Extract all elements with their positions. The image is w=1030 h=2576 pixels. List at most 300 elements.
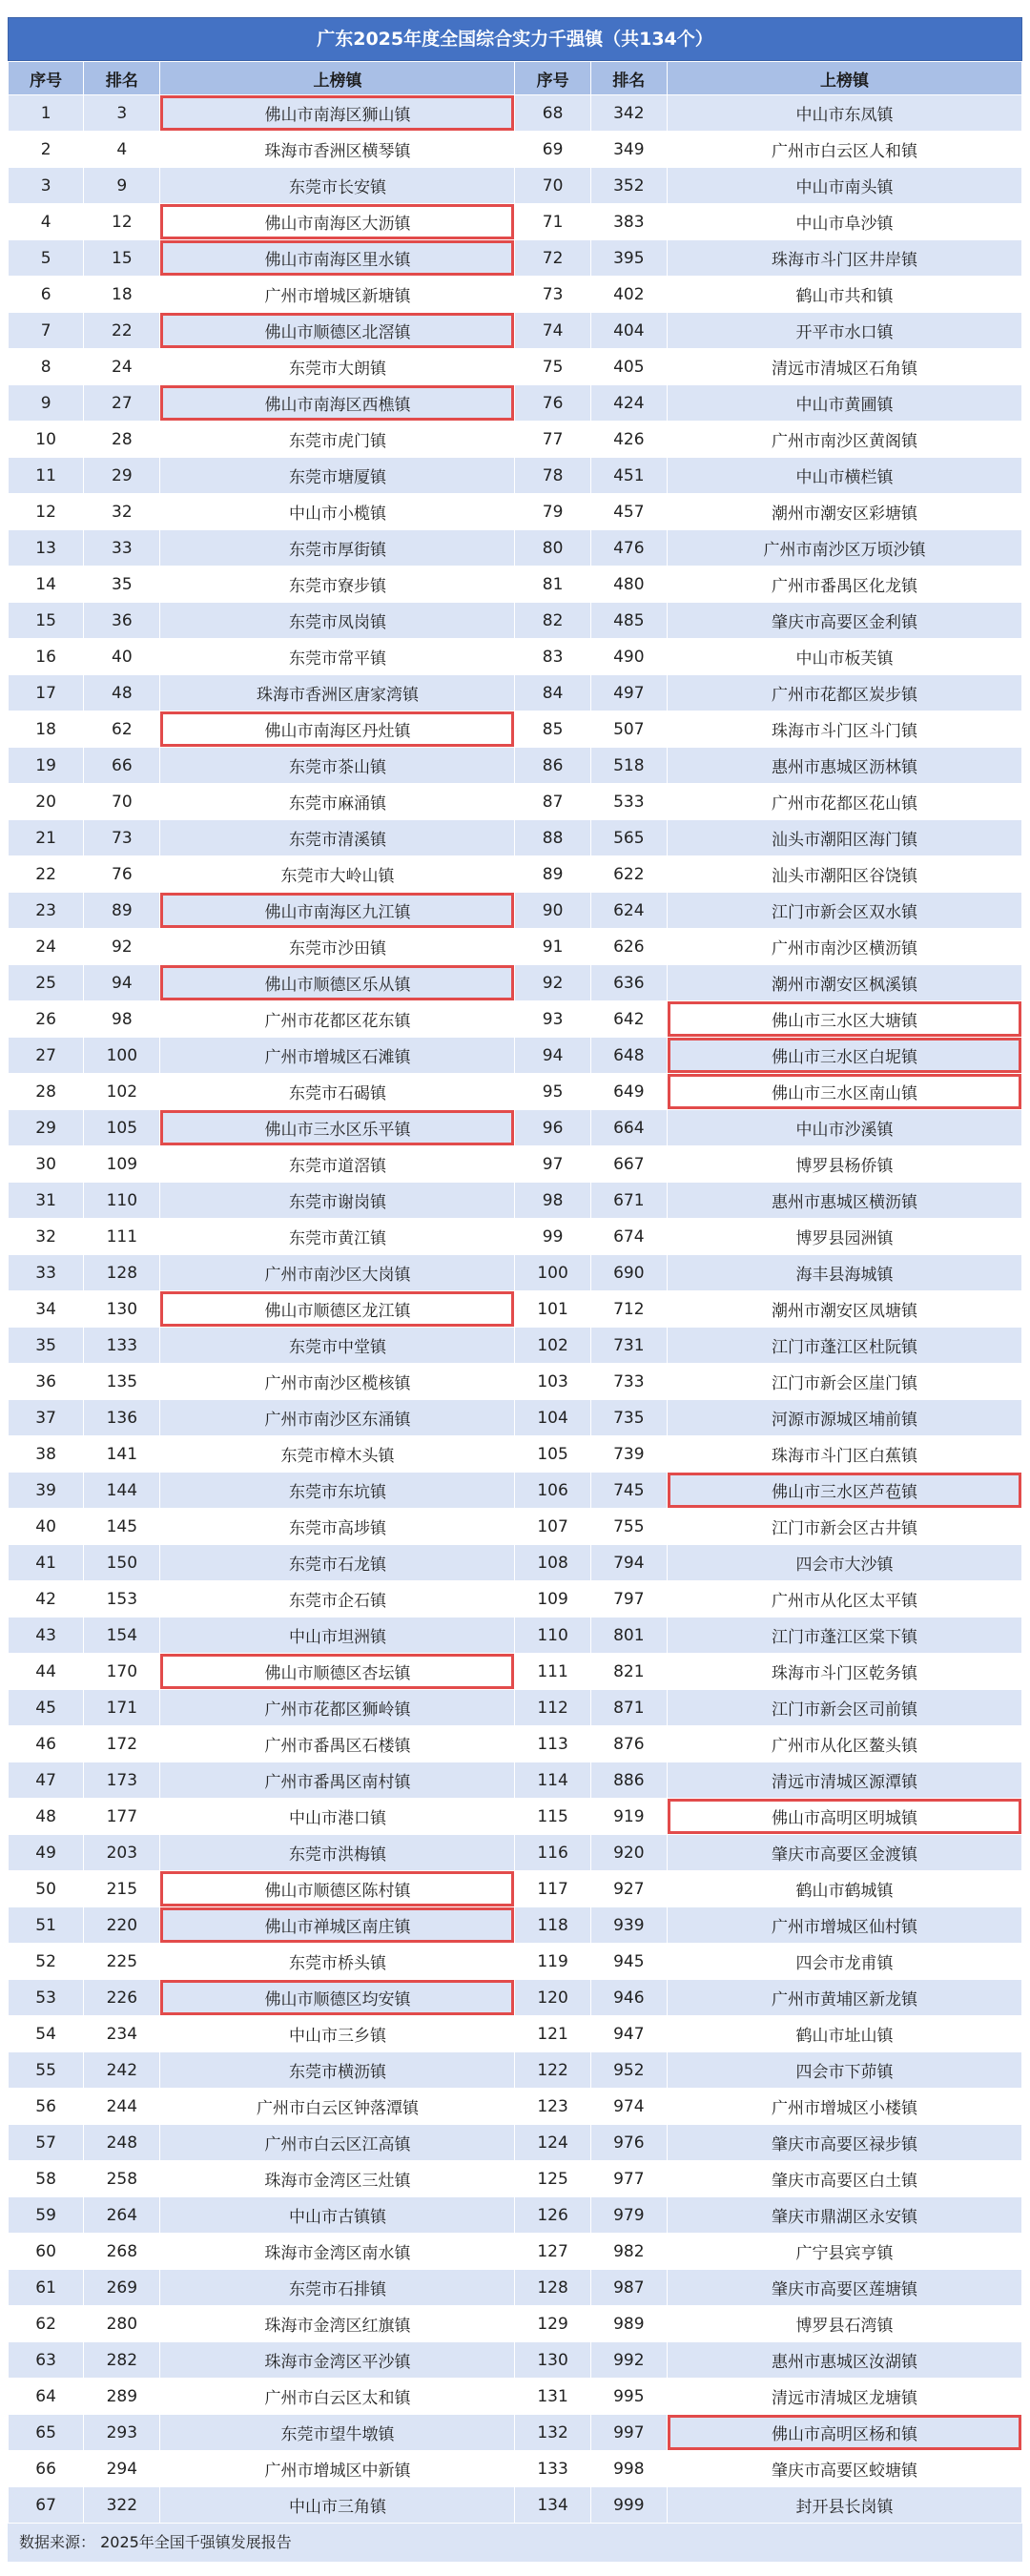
left-town-cell: 佛山市顺德区均安镇 (160, 1980, 515, 2016)
left-town-cell: 广州市南沙区东涌镇 (160, 1400, 515, 1436)
left-town-cell: 广州市花都区花东镇 (160, 1001, 515, 1038)
left-seq-cell: 45 (9, 1690, 84, 1726)
left-rank-cell: 170 (84, 1654, 160, 1690)
header-seq-left: 序号 (9, 62, 84, 95)
right-town-cell: 佛山市三水区白坭镇 (667, 1038, 1021, 1074)
left-seq-cell: 46 (9, 1726, 84, 1762)
table-row (9, 1799, 1022, 1835)
left-town-cell: 珠海市金湾区南水镇 (160, 2234, 515, 2270)
left-seq-cell: 18 (9, 711, 84, 748)
table-row (9, 1291, 1022, 1328)
table-row (9, 1183, 1022, 1219)
left-town-cell: 东莞市道滘镇 (160, 1146, 515, 1183)
left-town-cell: 东莞市凤岗镇 (160, 603, 515, 639)
left-seq-cell: 11 (9, 458, 84, 494)
table-row (9, 95, 1022, 132)
right-rank-cell: 497 (590, 675, 667, 711)
header-rank-right: 排名 (590, 62, 667, 95)
table-row (9, 1509, 1022, 1545)
right-seq-cell: 83 (515, 639, 590, 675)
left-rank-cell: 66 (84, 748, 160, 784)
right-town-cell: 肇庆市鼎湖区永安镇 (667, 2197, 1021, 2234)
right-town-cell: 佛山市三水区大塘镇 (667, 1001, 1021, 1038)
right-rank-cell: 451 (590, 458, 667, 494)
right-seq-cell: 77 (515, 422, 590, 458)
left-seq-cell: 60 (9, 2234, 84, 2270)
left-rank-cell: 15 (84, 240, 160, 277)
table-row (9, 385, 1022, 422)
left-seq-cell: 19 (9, 748, 84, 784)
table-row (9, 893, 1022, 929)
right-town-cell: 广州市增城区仙村镇 (667, 1907, 1021, 1944)
left-seq-cell: 54 (9, 2016, 84, 2052)
right-rank-cell: 671 (590, 1183, 667, 1219)
right-town-cell: 江门市新会区古井镇 (667, 1509, 1021, 1545)
right-seq-cell: 128 (515, 2270, 590, 2306)
right-town-cell: 广州市番禺区化龙镇 (667, 567, 1021, 603)
right-seq-cell: 129 (515, 2306, 590, 2342)
right-seq-cell: 92 (515, 965, 590, 1001)
table-row (9, 1980, 1022, 2016)
left-rank-cell: 294 (84, 2451, 160, 2487)
right-seq-cell: 98 (515, 1183, 590, 1219)
left-seq-cell: 36 (9, 1364, 84, 1400)
table-row (9, 530, 1022, 567)
right-town-cell: 鹤山市鹤城镇 (667, 1871, 1021, 1907)
right-seq-cell: 107 (515, 1509, 590, 1545)
right-town-cell: 潮州市潮安区枫溪镇 (667, 965, 1021, 1001)
left-rank-cell: 177 (84, 1799, 160, 1835)
left-rank-cell: 135 (84, 1364, 160, 1400)
table-row (9, 1001, 1022, 1038)
right-town-cell: 肇庆市高要区莲塘镇 (667, 2270, 1021, 2306)
left-seq-cell: 29 (9, 1110, 84, 1146)
right-rank-cell: 733 (590, 1364, 667, 1400)
table-row (9, 748, 1022, 784)
left-rank-cell: 144 (84, 1473, 160, 1509)
left-town-cell: 佛山市顺德区陈村镇 (160, 1871, 515, 1907)
header-rank-left: 排名 (84, 62, 160, 95)
left-seq-cell: 9 (9, 385, 84, 422)
right-rank-cell: 821 (590, 1654, 667, 1690)
left-rank-cell: 130 (84, 1291, 160, 1328)
right-town-cell: 肇庆市高要区禄步镇 (667, 2125, 1021, 2161)
left-seq-cell: 67 (9, 2487, 84, 2524)
left-rank-cell: 109 (84, 1146, 160, 1183)
right-rank-cell: 801 (590, 1618, 667, 1654)
left-rank-cell: 153 (84, 1581, 160, 1618)
right-seq-cell: 104 (515, 1400, 590, 1436)
right-town-cell: 中山市黄圃镇 (667, 385, 1021, 422)
left-rank-cell: 264 (84, 2197, 160, 2234)
left-seq-cell: 23 (9, 893, 84, 929)
table-row (9, 675, 1022, 711)
right-seq-cell: 103 (515, 1364, 590, 1400)
left-town-cell: 广州市花都区狮岭镇 (160, 1690, 515, 1726)
left-rank-cell: 33 (84, 530, 160, 567)
right-rank-cell: 739 (590, 1436, 667, 1473)
right-rank-cell: 565 (590, 820, 667, 856)
right-seq-cell: 71 (515, 204, 590, 240)
right-seq-cell: 125 (515, 2161, 590, 2197)
table-row (9, 639, 1022, 675)
left-seq-cell: 21 (9, 820, 84, 856)
right-rank-cell: 976 (590, 2125, 667, 2161)
left-seq-cell: 3 (9, 168, 84, 204)
table-row (9, 2125, 1022, 2161)
left-town-cell: 珠海市金湾区三灶镇 (160, 2161, 515, 2197)
right-rank-cell: 871 (590, 1690, 667, 1726)
right-seq-cell: 79 (515, 494, 590, 530)
left-rank-cell: 322 (84, 2487, 160, 2524)
right-seq-cell: 76 (515, 385, 590, 422)
right-rank-cell: 424 (590, 385, 667, 422)
right-seq-cell: 89 (515, 856, 590, 893)
table-row (9, 349, 1022, 385)
table-row (9, 1219, 1022, 1255)
right-rank-cell: 533 (590, 784, 667, 820)
left-seq-cell: 47 (9, 1762, 84, 1799)
header-seq-right: 序号 (515, 62, 590, 95)
right-rank-cell: 342 (590, 95, 667, 132)
right-town-cell: 中山市阜沙镇 (667, 204, 1021, 240)
left-seq-cell: 10 (9, 422, 84, 458)
table-row (9, 1400, 1022, 1436)
right-town-cell: 四会市龙甫镇 (667, 1944, 1021, 1980)
right-seq-cell: 86 (515, 748, 590, 784)
right-seq-cell: 93 (515, 1001, 590, 1038)
left-rank-cell: 258 (84, 2161, 160, 2197)
left-rank-cell: 3 (84, 95, 160, 132)
left-rank-cell: 128 (84, 1255, 160, 1291)
right-rank-cell: 624 (590, 893, 667, 929)
right-seq-cell: 85 (515, 711, 590, 748)
table-row (9, 1473, 1022, 1509)
left-seq-cell: 16 (9, 639, 84, 675)
right-town-cell: 开平市水口镇 (667, 313, 1021, 349)
right-seq-cell: 87 (515, 784, 590, 820)
left-town-cell: 东莞市清溪镇 (160, 820, 515, 856)
right-town-cell: 佛山市高明区明城镇 (667, 1799, 1021, 1835)
right-town-cell: 肇庆市高要区蛟塘镇 (667, 2451, 1021, 2487)
left-seq-cell: 50 (9, 1871, 84, 1907)
right-town-cell: 广州市花都区花山镇 (667, 784, 1021, 820)
left-town-cell: 东莞市横沥镇 (160, 2052, 515, 2089)
left-rank-cell: 98 (84, 1001, 160, 1038)
right-rank-cell: 982 (590, 2234, 667, 2270)
table-row (9, 2270, 1022, 2306)
left-seq-cell: 56 (9, 2089, 84, 2125)
left-town-cell: 东莞市虎门镇 (160, 422, 515, 458)
right-rank-cell: 507 (590, 711, 667, 748)
right-seq-cell: 94 (515, 1038, 590, 1074)
right-seq-cell: 80 (515, 530, 590, 567)
right-seq-cell: 102 (515, 1328, 590, 1364)
left-town-cell: 佛山市南海区丹灶镇 (160, 711, 515, 748)
left-rank-cell: 141 (84, 1436, 160, 1473)
left-town-cell: 东莞市茶山镇 (160, 748, 515, 784)
left-town-cell: 佛山市南海区大沥镇 (160, 204, 515, 240)
left-rank-cell: 136 (84, 1400, 160, 1436)
left-rank-cell: 102 (84, 1074, 160, 1110)
right-rank-cell: 405 (590, 349, 667, 385)
right-seq-cell: 117 (515, 1871, 590, 1907)
right-rank-cell: 947 (590, 2016, 667, 2052)
right-town-cell: 鹤山市址山镇 (667, 2016, 1021, 2052)
right-seq-cell: 124 (515, 2125, 590, 2161)
left-town-cell: 东莞市黄江镇 (160, 1219, 515, 1255)
right-rank-cell: 622 (590, 856, 667, 893)
table-row (9, 603, 1022, 639)
left-rank-cell: 133 (84, 1328, 160, 1364)
left-seq-cell: 6 (9, 277, 84, 313)
left-town-cell: 佛山市顺德区龙江镇 (160, 1291, 515, 1328)
table-row (9, 1835, 1022, 1871)
left-seq-cell: 43 (9, 1618, 84, 1654)
table-row (9, 784, 1022, 820)
left-rank-cell: 94 (84, 965, 160, 1001)
right-rank-cell: 457 (590, 494, 667, 530)
table-row (9, 2089, 1022, 2125)
left-town-cell: 珠海市香洲区横琴镇 (160, 132, 515, 168)
left-town-cell: 中山市古镇镇 (160, 2197, 515, 2234)
left-seq-cell: 38 (9, 1436, 84, 1473)
right-town-cell: 佛山市三水区南山镇 (667, 1074, 1021, 1110)
table-row (9, 1944, 1022, 1980)
right-seq-cell: 82 (515, 603, 590, 639)
right-rank-cell: 383 (590, 204, 667, 240)
left-rank-cell: 29 (84, 458, 160, 494)
table-row (9, 422, 1022, 458)
left-seq-cell: 33 (9, 1255, 84, 1291)
right-rank-cell: 485 (590, 603, 667, 639)
left-seq-cell: 65 (9, 2415, 84, 2451)
left-town-cell: 佛山市顺德区杏坛镇 (160, 1654, 515, 1690)
table-row (9, 2306, 1022, 2342)
left-rank-cell: 35 (84, 567, 160, 603)
left-town-cell: 东莞市大朗镇 (160, 349, 515, 385)
left-rank-cell: 110 (84, 1183, 160, 1219)
right-town-cell: 广州市南沙区横沥镇 (667, 929, 1021, 965)
left-rank-cell: 150 (84, 1545, 160, 1581)
right-rank-cell: 755 (590, 1509, 667, 1545)
right-seq-cell: 130 (515, 2342, 590, 2379)
header-town-left: 上榜镇 (160, 62, 515, 95)
table-row (9, 856, 1022, 893)
right-town-cell: 博罗县园洲镇 (667, 1219, 1021, 1255)
right-rank-cell: 395 (590, 240, 667, 277)
right-town-cell: 河源市源城区埔前镇 (667, 1400, 1021, 1436)
right-seq-cell: 123 (515, 2089, 590, 2125)
left-town-cell: 东莞市企石镇 (160, 1581, 515, 1618)
right-town-cell: 汕头市潮阳区谷饶镇 (667, 856, 1021, 893)
table-row (9, 1038, 1022, 1074)
left-seq-cell: 40 (9, 1509, 84, 1545)
left-rank-cell: 48 (84, 675, 160, 711)
left-rank-cell: 89 (84, 893, 160, 929)
left-rank-cell: 242 (84, 2052, 160, 2089)
left-seq-cell: 64 (9, 2379, 84, 2415)
left-seq-cell: 2 (9, 132, 84, 168)
right-rank-cell: 476 (590, 530, 667, 567)
right-rank-cell: 664 (590, 1110, 667, 1146)
left-seq-cell: 51 (9, 1907, 84, 1944)
table-row (9, 132, 1022, 168)
right-town-cell: 四会市下茆镇 (667, 2052, 1021, 2089)
left-town-cell: 广州市南沙区大岗镇 (160, 1255, 515, 1291)
left-town-cell: 东莞市石排镇 (160, 2270, 515, 2306)
table-row (9, 1726, 1022, 1762)
table-row (9, 1654, 1022, 1690)
right-seq-cell: 126 (515, 2197, 590, 2234)
table-row (9, 1255, 1022, 1291)
left-town-cell: 东莞市塘厦镇 (160, 458, 515, 494)
data-source-note: 数据来源： 2025年全国千强镇发展报告 (8, 2524, 1022, 2562)
left-seq-cell: 24 (9, 929, 84, 965)
table-row (9, 1545, 1022, 1581)
table-row (9, 1364, 1022, 1400)
left-town-cell: 东莞市沙田镇 (160, 929, 515, 965)
left-town-cell: 佛山市南海区西樵镇 (160, 385, 515, 422)
right-town-cell: 肇庆市高要区白土镇 (667, 2161, 1021, 2197)
table-row (9, 2052, 1022, 2089)
left-rank-cell: 280 (84, 2306, 160, 2342)
right-rank-cell: 927 (590, 1871, 667, 1907)
right-rank-cell: 667 (590, 1146, 667, 1183)
left-rank-cell: 293 (84, 2415, 160, 2451)
left-rank-cell: 172 (84, 1726, 160, 1762)
left-rank-cell: 12 (84, 204, 160, 240)
table-row (9, 567, 1022, 603)
right-seq-cell: 109 (515, 1581, 590, 1618)
left-seq-cell: 61 (9, 2270, 84, 2306)
right-rank-cell: 626 (590, 929, 667, 965)
left-rank-cell: 27 (84, 385, 160, 422)
right-seq-cell: 120 (515, 1980, 590, 2016)
left-town-cell: 东莞市东坑镇 (160, 1473, 515, 1509)
left-town-cell: 东莞市麻涌镇 (160, 784, 515, 820)
right-rank-cell: 404 (590, 313, 667, 349)
left-rank-cell: 289 (84, 2379, 160, 2415)
right-town-cell: 封开县长岗镇 (667, 2487, 1021, 2524)
right-rank-cell: 649 (590, 1074, 667, 1110)
table-row (9, 929, 1022, 965)
right-rank-cell: 712 (590, 1291, 667, 1328)
right-town-cell: 惠州市惠城区横沥镇 (667, 1183, 1021, 1219)
left-town-cell: 佛山市南海区狮山镇 (160, 95, 515, 132)
left-seq-cell: 30 (9, 1146, 84, 1183)
right-seq-cell: 90 (515, 893, 590, 929)
left-seq-cell: 4 (9, 204, 84, 240)
left-rank-cell: 244 (84, 2089, 160, 2125)
left-seq-cell: 27 (9, 1038, 84, 1074)
left-seq-cell: 42 (9, 1581, 84, 1618)
right-rank-cell: 952 (590, 2052, 667, 2089)
left-rank-cell: 234 (84, 2016, 160, 2052)
right-rank-cell: 794 (590, 1545, 667, 1581)
left-town-cell: 东莞市常平镇 (160, 639, 515, 675)
right-town-cell: 江门市新会区双水镇 (667, 893, 1021, 929)
right-seq-cell: 108 (515, 1545, 590, 1581)
table-row (9, 2487, 1022, 2524)
table-row (9, 1690, 1022, 1726)
right-town-cell: 江门市新会区司前镇 (667, 1690, 1021, 1726)
right-rank-cell: 490 (590, 639, 667, 675)
left-seq-cell: 12 (9, 494, 84, 530)
right-seq-cell: 74 (515, 313, 590, 349)
left-rank-cell: 76 (84, 856, 160, 893)
left-town-cell: 广州市番禺区石楼镇 (160, 1726, 515, 1762)
right-rank-cell: 945 (590, 1944, 667, 1980)
left-seq-cell: 13 (9, 530, 84, 567)
right-town-cell: 广宁县宾亨镇 (667, 2234, 1021, 2270)
left-rank-cell: 73 (84, 820, 160, 856)
left-seq-cell: 48 (9, 1799, 84, 1835)
left-town-cell: 东莞市长安镇 (160, 168, 515, 204)
left-rank-cell: 145 (84, 1509, 160, 1545)
right-rank-cell: 518 (590, 748, 667, 784)
left-rank-cell: 282 (84, 2342, 160, 2379)
right-seq-cell: 72 (515, 240, 590, 277)
left-town-cell: 佛山市三水区乐平镇 (160, 1110, 515, 1146)
left-rank-cell: 203 (84, 1835, 160, 1871)
left-rank-cell: 70 (84, 784, 160, 820)
right-town-cell: 清远市清城区石角镇 (667, 349, 1021, 385)
right-seq-cell: 101 (515, 1291, 590, 1328)
left-town-cell: 珠海市香洲区唐家湾镇 (160, 675, 515, 711)
left-rank-cell: 62 (84, 711, 160, 748)
table-row (9, 1436, 1022, 1473)
right-town-cell: 广州市从化区鳌头镇 (667, 1726, 1021, 1762)
right-town-cell: 珠海市斗门区斗门镇 (667, 711, 1021, 748)
table-row (9, 1871, 1022, 1907)
table-row (9, 965, 1022, 1001)
right-rank-cell: 648 (590, 1038, 667, 1074)
left-seq-cell: 26 (9, 1001, 84, 1038)
left-rank-cell: 215 (84, 1871, 160, 1907)
right-seq-cell: 122 (515, 2052, 590, 2089)
right-rank-cell: 987 (590, 2270, 667, 2306)
right-rank-cell: 674 (590, 1219, 667, 1255)
right-seq-cell: 96 (515, 1110, 590, 1146)
table-row (9, 240, 1022, 277)
right-rank-cell: 731 (590, 1328, 667, 1364)
ranking-table (8, 61, 1022, 2524)
right-town-cell: 中山市横栏镇 (667, 458, 1021, 494)
left-seq-cell: 52 (9, 1944, 84, 1980)
left-town-cell: 东莞市大岭山镇 (160, 856, 515, 893)
left-rank-cell: 32 (84, 494, 160, 530)
right-seq-cell: 88 (515, 820, 590, 856)
right-seq-cell: 113 (515, 1726, 590, 1762)
right-rank-cell: 992 (590, 2342, 667, 2379)
right-seq-cell: 100 (515, 1255, 590, 1291)
table-row (9, 1328, 1022, 1364)
left-rank-cell: 9 (84, 168, 160, 204)
right-rank-cell: 997 (590, 2415, 667, 2451)
right-rank-cell: 939 (590, 1907, 667, 1944)
left-seq-cell: 37 (9, 1400, 84, 1436)
right-seq-cell: 116 (515, 1835, 590, 1871)
left-rank-cell: 40 (84, 639, 160, 675)
left-town-cell: 东莞市樟木头镇 (160, 1436, 515, 1473)
right-seq-cell: 99 (515, 1219, 590, 1255)
left-seq-cell: 34 (9, 1291, 84, 1328)
right-rank-cell: 974 (590, 2089, 667, 2125)
left-seq-cell: 49 (9, 1835, 84, 1871)
left-town-cell: 中山市三乡镇 (160, 2016, 515, 2052)
right-seq-cell: 127 (515, 2234, 590, 2270)
